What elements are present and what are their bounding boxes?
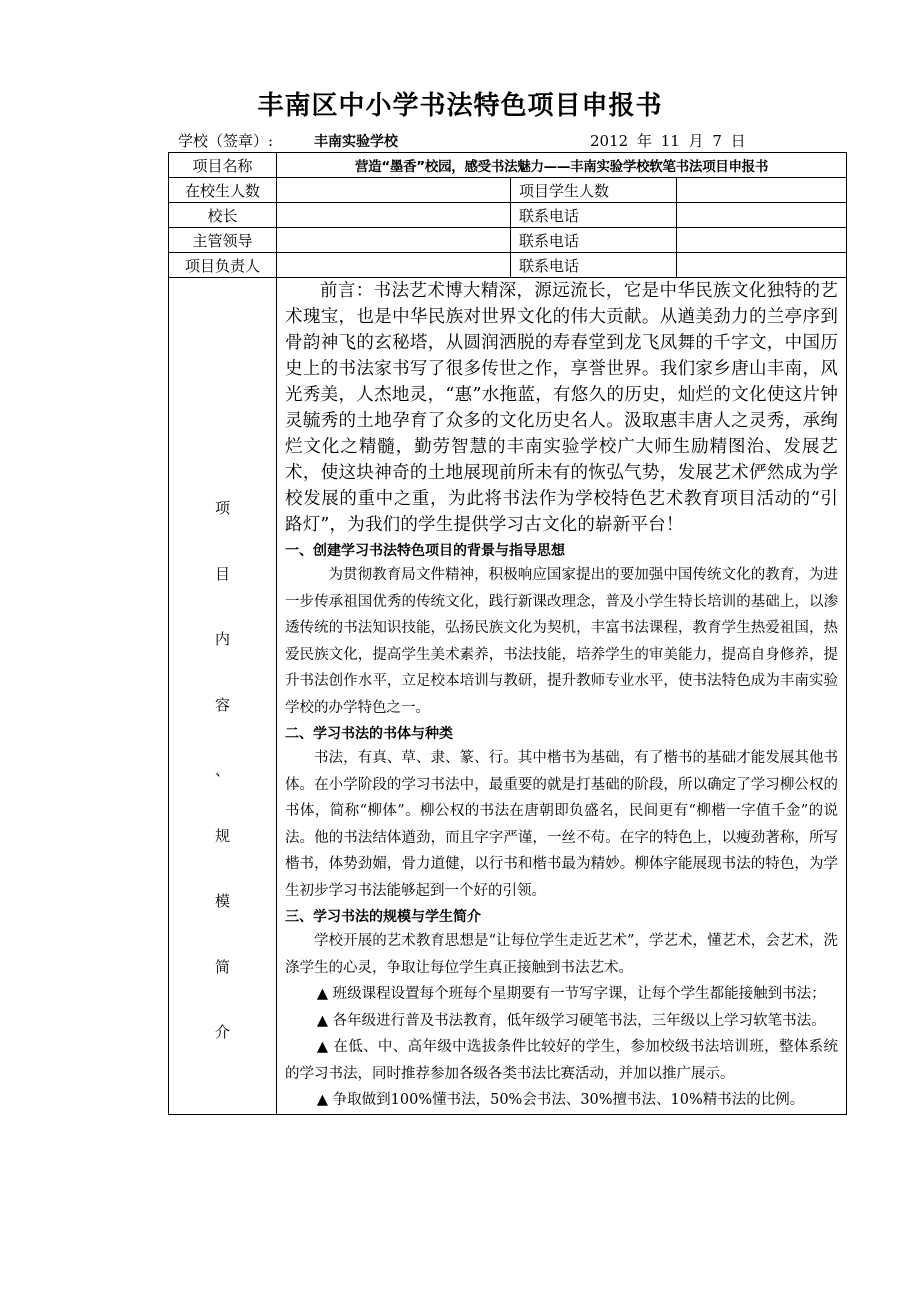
principal-label: 校长: [169, 203, 277, 228]
application-form-table: [168, 152, 847, 1115]
bullet-item: ▲ 在低、中、高年级中选拔条件比较好的学生，参加校级书法培训班，整体系统的学习书法，同时推荐参加各级各类书法比赛活动，并加以推广展示。: [285, 1039, 839, 1082]
school-label: 学校（签章）:: [178, 132, 274, 150]
supervisor-phone-label: 联系电话: [511, 228, 677, 253]
bullet-item: ▲ 班级课程设置每个班每个星期要有一节写字课，让每个学生都能接触到书法；: [316, 986, 826, 1002]
project-content-label: [169, 278, 277, 1115]
supervisor-label: 主管领导: [169, 228, 277, 253]
project-student-count-value: [677, 178, 847, 203]
project-lead-label: 项目负责人: [169, 253, 277, 278]
project-content-body: [277, 278, 847, 1115]
section1-text: 为贯彻教育局文件精神，积极响应国家提出的要加强中国传统文化的教育，为进一步传承祖国优秀的传统文化，践行新课改理念，普及小学生特长培训的基础上，以渗透传统的书法知识技能，弘扬民族文化为契机，丰富书法课程，教育学生热爱祖国，热爱民族文化，提高学生美术素养，书法技能，培养学生的审美能力，提高自身修养，提升书法创作水平，立足校本培训与教研，提升教师专业水平，使书法特色成为丰南实验学校的办学特色之一。: [285, 567, 839, 716]
side-char: 简: [214, 957, 230, 976]
meta-row: [168, 130, 848, 152]
student-count-row: [169, 178, 847, 203]
report-date: 2012 年 11 月 7 日: [590, 132, 746, 150]
project-name-value: 营造“墨香”校园，感受书法魅力——丰南实验学校软笔书法项目申报书: [277, 153, 847, 178]
principal-value: [277, 203, 511, 228]
project-name-label: 项目名称: [169, 153, 277, 178]
supervisor-value: [277, 228, 511, 253]
side-char: 、: [214, 761, 230, 779]
side-char: 项: [214, 499, 230, 517]
project-lead-phone-label: 联系电话: [511, 253, 677, 278]
side-char: 模: [214, 892, 230, 910]
bullet-item: ▲ 争取做到100%懂书法，50%会书法、30%擅书法、10%精书法的比例。: [316, 1092, 805, 1108]
side-char: 内: [214, 630, 230, 648]
bullet-item: ▲ 各年级进行普及书法教育，低年级学习硬笔书法，三年级以上学习软笔书法。: [316, 1012, 826, 1029]
page-title: 丰南区中小学书法特色项目申报书: [257, 91, 663, 121]
principal-phone-value: [677, 203, 847, 228]
intro-paragraph: 前言：书法艺术博大精深，源远流长，它是中华民族文化独特的艺术瑰宝，也是中华民族对世界文化的伟大贡献。从遒美劲力的兰亭序到骨韵神飞的玄秘塔，从圆润洒脱的寿春堂到龙飞凤舞的千字文，中国历史上的书法家书写了很多传世之作，享誉世界。我们家乡唐山丰南，风光秀美，人杰地灵，“惠”水拖蓝，有悠久的历史，灿烂的文化使这片钟灵毓秀的土地孕育了众多的文化历史名人。汲取惠丰唐人之灵秀，承绚烂文化之精髓，勤劳智慧的丰南实验学校广大师生励精图治、发展艺术，使这块神奇的土地展现前所未有的恢弘气势，发展艺术俨然成为学校发展的重中之重，为此将书法作为学校特色艺术教育项目活动的“引路灯”，为我们的学生提供学习古文化的崭新平台！: [285, 281, 839, 535]
school-name: 丰南实验学校: [314, 134, 398, 150]
student-count-value: [277, 178, 511, 203]
project-name-row: [169, 153, 847, 178]
student-count-label: 在校生人数: [169, 178, 277, 203]
side-char: 容: [214, 695, 230, 714]
supervisor-phone-value: [677, 228, 847, 253]
project-content-row: [169, 278, 847, 1115]
section2-text: 书法，有真、草、隶、篆、行。其中楷书为基础，有了楷书的基础才能发展其他书体。在小学阶段的学习书法中，最重要的就是打基础的阶段，所以确定了学习柳公权的书体，简称“柳体”。柳公权的书法在唐朝即负盛名，民间更有“柳楷一字值千金”的说法。他的书法结体遒劲，而且字字严谨，一丝不苟。在字的特色上，以瘦劲著称，所写楷书，体势劲媚，骨力道健，以行书和楷书最为精妙。柳体字能展现书法的特色，为学生初步学习书法能够起到一个好的引领。: [285, 750, 839, 899]
side-char: 目: [214, 564, 230, 583]
section3-heading: 三、学习书法的规模与学生简介: [285, 909, 481, 925]
section2-heading: 二、学习书法的书体与种类: [285, 726, 453, 742]
section3-text: 学校开展的艺术教育思想是“让每位学生走近艺术”，学艺术，懂艺术，会艺术，洗涤学生的心灵，争取让每位学生真正接触到书法艺术。: [285, 933, 839, 976]
principal-phone-label: 联系电话: [511, 203, 677, 228]
project-lead-value: [277, 253, 511, 278]
principal-row: [169, 203, 847, 228]
side-char: 规: [214, 826, 230, 845]
side-char: 介: [214, 1023, 230, 1041]
project-student-count-label: 项目学生人数: [511, 178, 677, 203]
project-lead-row: [169, 253, 847, 278]
supervisor-row: [169, 228, 847, 253]
project-lead-phone-value: [677, 253, 847, 278]
section1-heading: 一、创建学习书法特色项目的背景与指导思想: [285, 543, 565, 559]
